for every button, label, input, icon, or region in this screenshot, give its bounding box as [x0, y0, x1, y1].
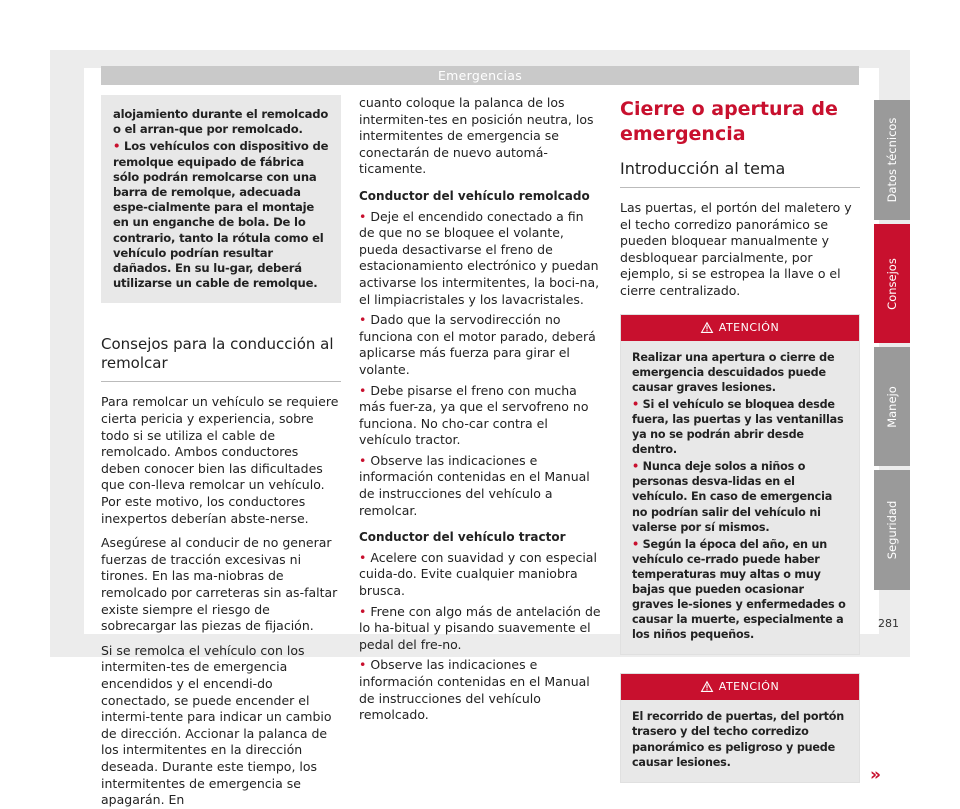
warning-item-text: Si el vehículo se bloquea desde fuera, las puertas y las ventanillas ya no se podrán abrir desde dentro. — [632, 397, 844, 457]
bullet-icon: • — [359, 657, 371, 673]
warning-triangle-icon — [701, 681, 713, 692]
side-tab-label: Consejos — [885, 257, 899, 310]
column-1 — [101, 95, 341, 809]
subheading: Conductor del vehículo remolcado — [359, 188, 590, 203]
warning-header — [621, 674, 859, 700]
paragraph: Para remolcar un vehículo se requiere cierta pericia y experiencia, sobre todo si se utiliza el cable de remolcado. Ambos conductores deben conocer bien las dificultades que con-lleva remolcar un vehículo. Por este motivo, los conductores inexpertos deberían abste-nerse. — [101, 394, 339, 526]
chapter-title: Cierre o apertura de emergencia — [620, 98, 838, 145]
list-item — [359, 604, 601, 654]
side-tab-consejos[interactable] — [874, 224, 910, 343]
note-bullet-text: Los vehículos con dispositivo de remolque equipado de fábrica sólo podrán remolcarse con una barra de remolque, adecuada espe-cialmente para el montaje en un enganche de bola. De lo contrario, tanto la rótula como el vehículo podrían resultar dañados. En su lu-gar, deberá utilizarse un cable de remolque. — [113, 139, 329, 291]
warning-triangle-icon — [701, 322, 713, 333]
warning-box — [620, 314, 860, 656]
list-item — [359, 550, 601, 600]
list-item-text: Observe las indicaciones e información contenidas en el Manual de instrucciones del vehículo remolcado. — [359, 657, 590, 723]
list-item — [359, 312, 601, 378]
note-line: alojamiento durante el remolcado o el arran-que por remolcado. — [113, 107, 329, 137]
warning-item-text: Según la época del año, en un vehículo ce-rrado puede haber temperaturas muy altas o muy bajas que pueden ocasionar graves le-siones y enfermedades o causar la muerte, especialmente a los niños pequeños. — [632, 537, 846, 642]
column-3 — [620, 95, 881, 786]
list-item-text: Frene con algo más de antelación de lo ha-bitual y pisando suavemente el pedal del fre-no. — [359, 603, 601, 652]
note-box — [101, 95, 341, 303]
topic-subtitle: Introducción al tema — [620, 159, 860, 188]
warning-body — [621, 341, 859, 655]
paragraph: Asegúrese al conducir de no generar fuerzas de tracción excesivas ni tirones. En las ma-niobras de remolcado por carreteras sin as-faltar existe siempre el riesgo de sobrecargar las piezas de fijación. — [101, 535, 338, 634]
warning-item — [632, 537, 848, 643]
bullet-icon: • — [359, 603, 371, 619]
side-tab-label: Seguridad — [885, 500, 899, 560]
side-tab-seguridad[interactable] — [874, 470, 910, 590]
column-2 — [359, 95, 601, 724]
bullet-icon: • — [359, 452, 371, 468]
bullet-icon: • — [359, 549, 371, 565]
list-item — [359, 657, 601, 723]
warning-body — [621, 700, 859, 781]
warning-header — [621, 315, 859, 341]
bullet-icon: • — [632, 537, 643, 551]
list-item-text: Observe las indicaciones e información contenidas en el Manual de instrucciones del vehículo a remolcar. — [359, 452, 590, 518]
warning-intro: Realizar una apertura o cierre de emergencia descuidados puede causar graves lesiones. — [632, 350, 835, 394]
list-item — [359, 453, 601, 519]
side-tab-manejo[interactable] — [874, 347, 910, 466]
list-item-text: Deje el encendido conectado a fin de que no se bloquee el volante, pueda desactivarse el freno de estacionamiento electrónico y puedan activarse los intermitentes, la boci-na, el limpiacristales y los lavacristales. — [359, 208, 600, 307]
warning-item-text: Nunca deje solos a niños o personas desva-lidas en el vehículo. En caso de emergencia no podrían salir del vehículo ni valerse por sí mismos. — [632, 460, 833, 534]
warning-item — [632, 397, 848, 457]
warning-label: ATENCIÓN — [718, 680, 780, 694]
side-tab-datos-tecnicos[interactable] — [874, 100, 910, 220]
warning-label: ATENCIÓN — [718, 320, 780, 334]
continue-arrow-icon: » — [870, 765, 881, 786]
list-item-text: Acelere con suavidad y con especial cuida-do. Evite cualquier maniobra brusca. — [359, 549, 597, 599]
list-item-text: Dado que la servodirección no funciona con el motor parado, deberá aplicarse más fuerza para girar el volante. — [359, 312, 596, 377]
list-item-text: Debe pisarse el freno con mucha más fuer-za, ya que el servofreno no funciona. No cho-car contra el vehículo tractor. — [359, 382, 589, 448]
bullet-icon: • — [632, 397, 643, 411]
side-tab-label: Datos técnicos — [885, 117, 899, 203]
warning-item — [632, 459, 848, 534]
bullet-icon: • — [359, 312, 371, 328]
page-number: 281 — [878, 617, 899, 630]
section-heading: Consejos para la conducción al remolcar — [101, 335, 341, 382]
paragraph: Si se remolca el vehículo con los intermiten-tes de emergencia encendidos y el encendi-do conectado, se puede encender el intermi-tente para indicar un cambio de dirección. Accionar la palanca de los intermitentes en la dirección deseada. Durante este tiempo, los intermitentes de emergencia se apagarán. En — [101, 642, 332, 808]
note-bullet-item — [113, 139, 329, 291]
paragraph: Las puertas, el portón del maletero y el techo corredizo panorámico se pueden bloquear manualmente y desbloquear parcialmente, por ejemplo, si se estropea la llave o el cierre centralizado. — [620, 200, 852, 298]
bullet-icon: • — [113, 139, 125, 154]
list-item — [359, 383, 601, 449]
section-header: Emergencias — [101, 66, 859, 85]
warning-text: El recorrido de puertas, del portón trasero y del techo corredizo panorámico es peligroso y puede causar lesiones. — [632, 710, 845, 769]
bullet-icon: • — [359, 208, 371, 224]
bullet-icon: • — [359, 382, 371, 398]
paragraph: cuanto coloque la palanca de los intermiten-tes en posición neutra, los intermitentes de emergencia se conectarán de nuevo automá-ticamente. — [359, 95, 594, 177]
side-tab-label: Manejo — [885, 385, 899, 428]
bullet-icon: • — [632, 460, 643, 474]
subheading: Conductor del vehículo tractor — [359, 530, 566, 545]
list-item — [359, 209, 601, 309]
warning-box — [620, 673, 881, 786]
